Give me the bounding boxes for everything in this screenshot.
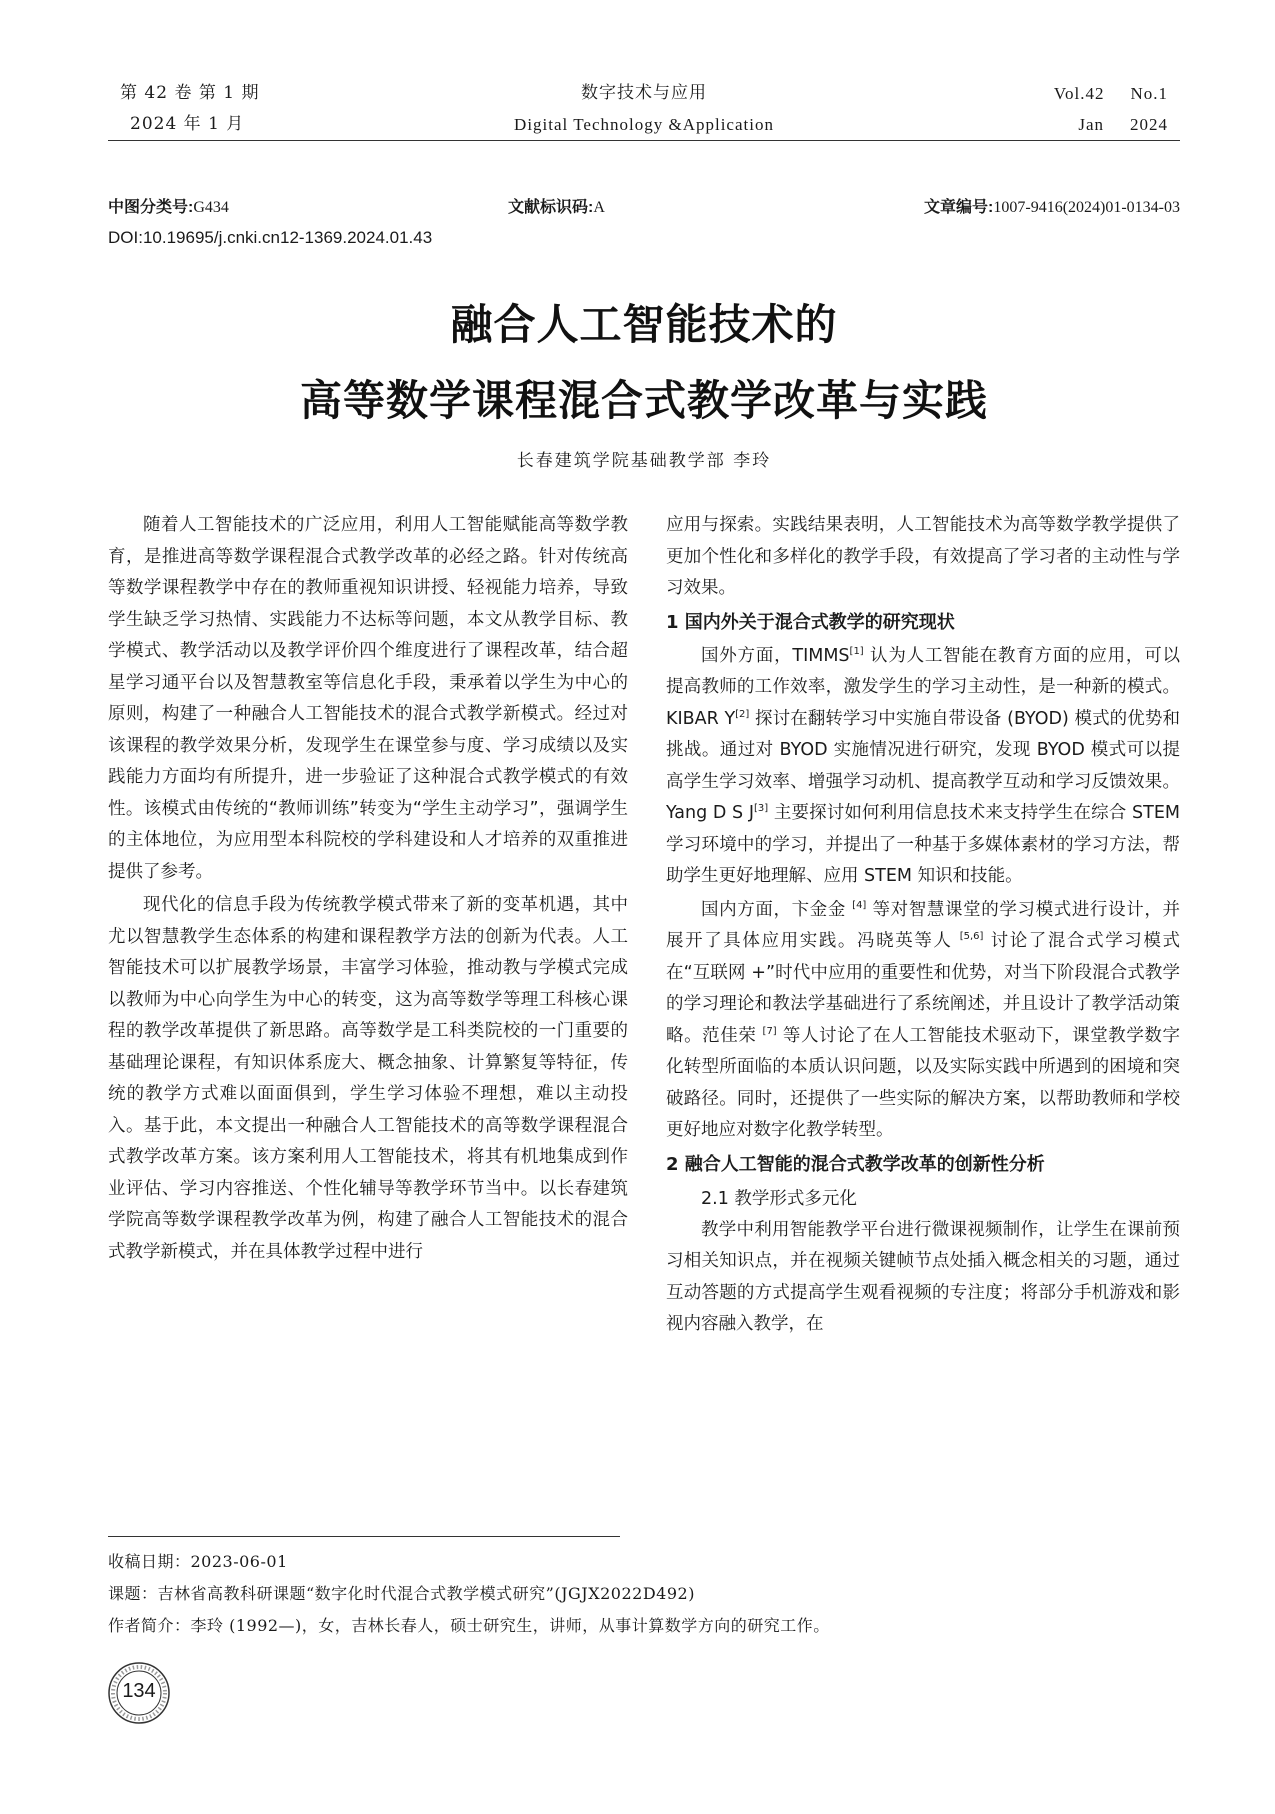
classification-line	[108, 194, 1180, 222]
left-column	[108, 510, 628, 1270]
article-no-value: 1007-9416(2024)01-0134-03	[993, 199, 1180, 216]
journal-name-cn: 数字技术与应用	[581, 83, 707, 103]
journal-name-en: Digital Technology &Application	[514, 115, 774, 134]
doc-code-value: A	[593, 199, 605, 216]
header-vol: Vol.42	[1053, 84, 1105, 103]
doc-code-label: 文献标识码:	[508, 199, 594, 216]
article-no-label: 文章编号:	[924, 199, 994, 216]
clc-value: G434	[193, 199, 229, 216]
citation-ref: [4]	[852, 899, 867, 911]
body-paragraph: 现代化的信息手段为传统教学模式带来了新的变革机遇，其中尤以智慧教学生态体系的构建和课程教学方法的创新为代表。人工智能技术可以扩展教学场景，丰富学习体验，推动教与学模式完成以教师为中心向学生为中心的转变，这为高等数学等理工科核心课程的教学改革提供了新思路。高等数学是工科类院校的一门重要的基础理论课程，有知识体系庞大、概念抽象、计算繁复等特征，传统的教学方式难以面面俱到，学生学习体验不理想，难以主动投入。基于此，本文提出一种融合人工智能技术的高等数学课程混合式教学改革方案。该方案利用人工智能技术，将其有机地集成到作业评估、学习内容推送、个性化辅导等教学环节当中。以长春建筑学院高等数学课程教学改革为例，构建了融合人工智能技术的混合式教学新模式，并在具体教学过程中进行	[108, 895, 628, 1262]
project-note: 课题：吉林省高教科研课题“数字化时代混合式教学模式研究”(JGJX2022D492)	[108, 1584, 695, 1603]
header-no: No.1	[1130, 84, 1168, 103]
right-column	[666, 510, 1180, 1343]
body-paragraph-continued: 应用与探索。实践结果表明，人工智能技术为高等数学教学提供了更加个性化和多样化的教学手段，有效提高了学习者的主动性与学习效果。	[666, 515, 1180, 598]
received-date: 收稿日期：2023-06-01	[108, 1552, 288, 1571]
header-year-en: 2024	[1130, 115, 1168, 134]
author-bio: 作者简介：李玲 (1992—)，女，吉林长春人，硕士研究生，讲师，从事计算数学方向的研究工作。	[108, 1616, 830, 1635]
author-affiliation: 长春建筑学院基础教学部 李玲	[516, 451, 772, 471]
clc-label: 中图分类号:	[108, 199, 194, 216]
body-paragraph-domestic-research: 国内方面，卞金金 [4] 等对智慧课堂的学习模式进行设计，并展开了具体应用实践。冯晓英等人 [5,6] 讨论了混合式学习模式在“互联网 +”时代中应用的重要性和优势，对当下阶段混合式教学的学习理论和教法学基础进行了系统阐述，并且设计了教学活动策略。范佳荣 [7] 等人讨论了在人工智能技术驱动下，课堂教学数字化转型所面临的本质认识问题，以及实际实践中所遇到的困境和突破路径。同时，还提供了一些实际的解决方案，以帮助教师和学校更好地应对数字化教学转型。	[666, 899, 1181, 1140]
citation-ref: [2]	[735, 708, 750, 720]
citation-ref: [3]	[754, 803, 769, 815]
header-volume-issue: 第 42 卷 第 1 期	[120, 83, 260, 103]
section-heading-2: 2 融合人工智能的混合式教学改革的创新性分析	[666, 1153, 1045, 1175]
section-heading-1: 1 国内外关于混合式教学的研究现状	[666, 611, 955, 633]
header-journal-name	[108, 78, 1180, 140]
running-header	[108, 78, 1180, 141]
citation-ref: [1]	[849, 645, 864, 657]
page-number: 134	[122, 1680, 156, 1702]
article-title-line-2: 高等数学课程混合式教学改革与实践	[299, 376, 988, 425]
intro-paragraph: 随着人工智能技术的广泛应用，利用人工智能赋能高等数学教育，是推进高等数学课程混合式教学改革的必经之路。针对传统高等数学课程教学中存在的教师重视知识讲授、轻视能力培养，导致学生缺乏学习热情、实践能力不达标等问题，本文从教学目标、教学模式、教学活动以及教学评价四个维度进行了课程改革，结合超星学习通平台以及智慧教室等信息化手段，秉承着以学生为中心的原则，构建了一种融合人工智能技术的混合式教学新模式。经过对该课程的教学效果分析，发现学生在课堂参与度、学习成绩以及实践能力方面均有所提升，进一步验证了这种混合式教学模式的有效性。该模式由传统的“教师训练”转变为“学生主动学习”，强调学生的主体地位，为应用型本科院校的学科建设和人才培养的双重推进提供了参考。	[108, 515, 628, 882]
citation-ref: [7]	[762, 1025, 777, 1037]
body-paragraph-foreign-research: 国外方面，TIMMS[1] 认为人工智能在教育方面的应用，可以提高教师的工作效率，激发学生的学习主动性，是一种新的模式。KIBAR Y[2] 探讨在翻转学习中实施自带设备 (BYOD) 模式的优势和挑战。通过对 BYOD 实施情况进行研究，发现 BYOD 模式可以提高学生学习效率、增强学习动机、提高教学互动和学习反馈效果。Yang D S J[3] 主要探讨如何利用信息技术来支持学生在综合 STEM 学习环境中的学习，并提出了一种基于多媒体素材的学习方法，帮助学生更好地理解、应用 STEM 知识和技能。	[666, 645, 1181, 886]
footnotes	[108, 1546, 1180, 1642]
body-paragraph-teaching-forms: 教学中利用智能教学平台进行微课视频制作，让学生在课前预习相关知识点，并在视频关键帧节点处插入概念相关的习题，通过互动答题的方式提高学生观看视频的专注度；将部分手机游戏和影视内容融入教学，在	[666, 1219, 1180, 1334]
article-title-line-1: 融合人工智能技术的	[450, 300, 838, 349]
header-issue-info-en	[1028, 78, 1168, 140]
footnote-rule	[108, 1536, 620, 1537]
header-month-en: Jan	[1078, 115, 1104, 134]
header-year-month: 2024 年 1 月	[130, 114, 245, 134]
doi: DOI:10.19695/j.cnki.cn12-1369.2024.01.43	[108, 228, 433, 247]
subsection-heading-2-1: 2.1 教学形式多元化	[701, 1188, 857, 1209]
citation-ref: [5,6]	[959, 931, 984, 943]
